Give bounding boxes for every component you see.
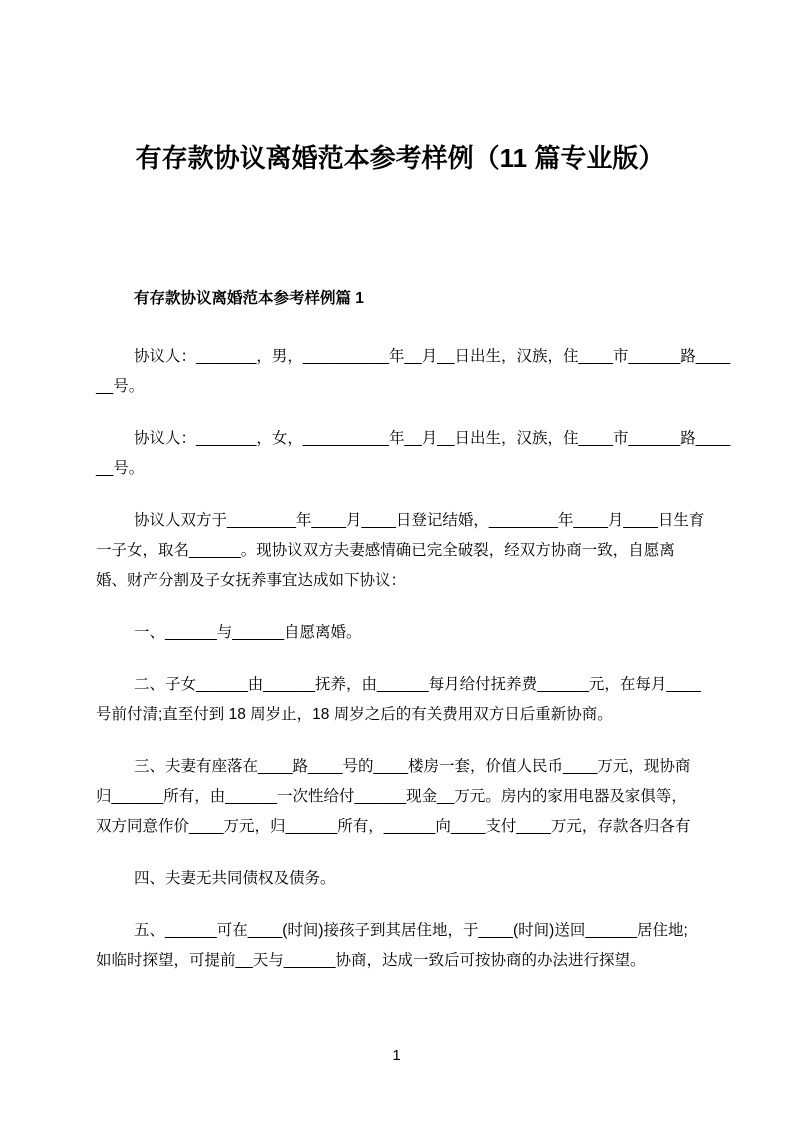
clause-5-visitation [96, 916, 704, 976]
text-line: 一、______与______自愿离婚。 [134, 624, 362, 641]
text-line: 三、夫妻有座落在____路____号的____楼房一套，价值人民币____万元，现协商 [134, 758, 691, 775]
text-line: 号前付清;直至付到 18 周岁止，18 周岁之后的有关费用双方日后重新协商。 [96, 706, 613, 723]
text-line: 一子女，取名______。现协议双方夫妻感情确已完全破裂，经双方协商一致，自愿离 [96, 542, 675, 559]
clause-2-custody [96, 670, 704, 730]
clause-3-property [96, 752, 704, 842]
clause-1-divorce [96, 618, 704, 648]
text-line: 婚、财产分割及子女抚养事宜达成如下协议： [96, 572, 407, 589]
text-line: 双方同意作价____万元，归______所有，______向____支付____万元，存款各归各有 [96, 818, 691, 835]
text-line: 四、夫妻无共同债权及债务。 [134, 870, 336, 887]
section-heading: 有存款协议离婚范本参考样例篇 1 [134, 290, 364, 307]
document-content [0, 141, 793, 976]
text-line: __号。 [96, 378, 145, 395]
text-line: __号。 [96, 460, 145, 477]
paragraph-marriage-info [96, 506, 704, 596]
paragraph-party-a [96, 342, 731, 402]
text-line: 协议人：_______，女，__________年__月__日出生，汉族，住____市______路____ [134, 430, 731, 447]
text-line: 协议人：_______，男，__________年__月__日出生，汉族，住____市______路____ [134, 348, 731, 365]
text-line: 如临时探望，可提前__天与______协商，达成一致后可按协商的办法进行探望。 [96, 952, 646, 969]
text-line: 二、子女______由______抚养，由______每月给付抚养费______元，在每月____ [134, 676, 701, 693]
text-line: 协议人双方于________年____月____日登记结婚，________年____月____日生育 [134, 512, 705, 529]
paragraph-party-b [96, 424, 731, 484]
page-number: 1 [392, 1047, 401, 1064]
clause-4-debts [96, 864, 704, 894]
page-title: 有存款协议离婚范本参考样例（11 篇专业版） [135, 143, 665, 173]
text-line: 五、______可在____(时间)接孩子到其居住地，于____(时间)送回______居住地; [134, 922, 688, 939]
text-line: 归______所有，由______一次性给付______现金__万元。房内的家用电器及家俱等， [96, 788, 687, 805]
